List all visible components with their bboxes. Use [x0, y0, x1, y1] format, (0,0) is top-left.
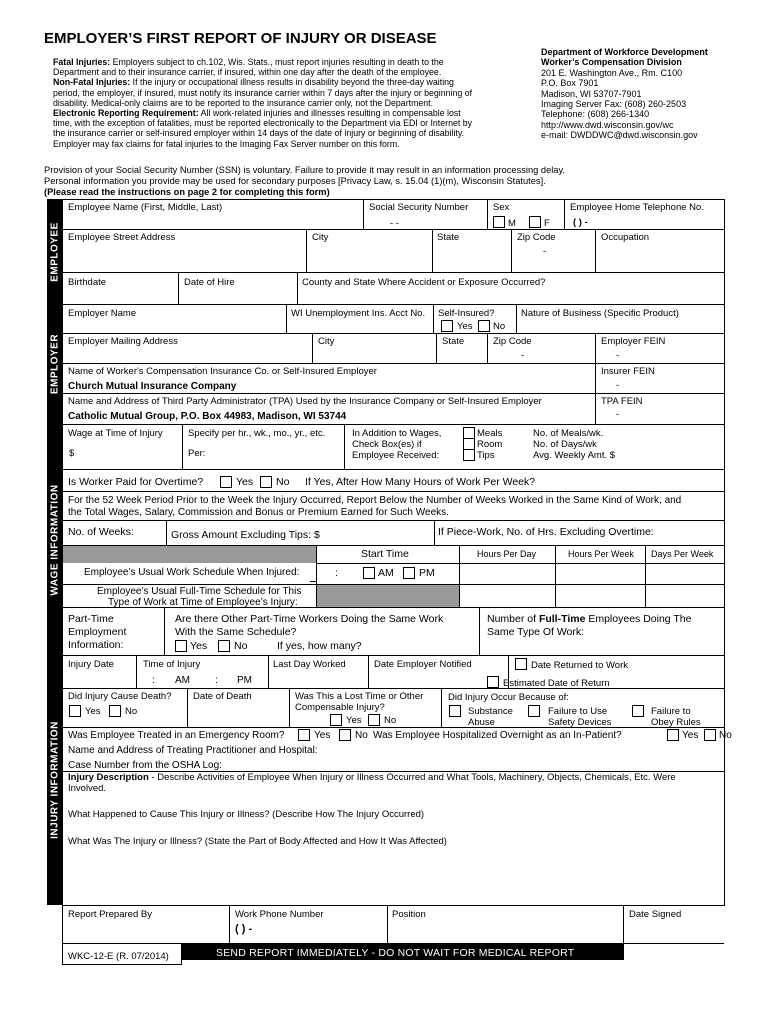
safety-checkbox[interactable] — [528, 705, 540, 717]
hosp-no-checkbox[interactable] — [704, 729, 716, 741]
self-insured-yes-label: Yes — [457, 321, 473, 332]
obey-label-1: Failure to — [651, 706, 691, 717]
obey-checkbox[interactable] — [632, 705, 644, 717]
overtime-no-checkbox[interactable] — [260, 476, 272, 488]
addition-label-2: Check Box(es) if — [352, 439, 422, 450]
city-label: City — [312, 232, 329, 243]
hosp-yes-checkbox[interactable] — [667, 729, 679, 741]
death-yes-checkbox[interactable] — [69, 705, 81, 717]
intro-line-text: period, the employer, if insured, must notify its insurance carrier within 7 days after the injury or beginning of — [53, 87, 473, 98]
days-week-header: Days Per Week — [651, 549, 714, 559]
intro-line-text: time, with the exception of fatalities, must be reported electronically to the Department via EDI or Internet by — [53, 118, 473, 129]
schedule-header-shade — [63, 546, 316, 563]
insurer-fein-label: Insurer FEIN — [601, 366, 655, 377]
wage-specify-label: Specify per hr., wk., mo., yr., etc. — [188, 428, 326, 439]
wage-per[interactable]: Per: — [188, 448, 206, 459]
intro-line-heading: Fatal Injuries: — [53, 57, 111, 67]
dept-city: Madison, WI 53707-7901 — [541, 88, 642, 99]
send-report-text: SEND REPORT IMMEDIATELY - DO NOT WAIT FOR MEDICAL REPORT — [216, 947, 575, 959]
intro-line — [53, 108, 472, 118]
overtime-question: Is Worker Paid for Overtime? — [68, 476, 204, 488]
fulltime-schedule-2: Type of Work at Time of Employee’s Injury: — [108, 597, 298, 608]
dept-website[interactable]: http://www.dwd.wisconsin.gov/wc — [541, 119, 674, 130]
ssn-field[interactable]: - - — [390, 218, 399, 229]
what-injury-label: What Was The Injury or Illness? (State the Part of Body Affected and How It Was Affected) — [68, 836, 447, 847]
hours-day-header: Hours Per Day — [477, 549, 537, 559]
injury-am-label[interactable]: AM — [175, 675, 190, 686]
section-employer: EMPLOYER — [47, 304, 62, 424]
overtime-yes-checkbox[interactable] — [220, 476, 232, 488]
intro-line — [53, 57, 472, 67]
employer-zip-label: Zip Code — [493, 336, 532, 347]
last-day-label: Last Day Worked — [273, 659, 346, 670]
usual-schedule-label: Employee’s Usual Work Schedule When Injured: — [84, 567, 300, 578]
occupation-label: Occupation — [601, 232, 650, 243]
tpa-fein-field[interactable]: - — [616, 409, 620, 420]
work-phone-label: Work Phone Number — [235, 909, 324, 920]
dept-street: 201 E. Washington Ave., Rm. C100 — [541, 67, 683, 78]
addition-label-3: Employee Received: — [352, 450, 440, 461]
start-time-header: Start Time — [361, 548, 409, 560]
what-injury-field[interactable] — [63, 848, 723, 904]
safety-label-2: Safety Devices — [548, 717, 612, 728]
hours-week-header: Hours Per Week — [568, 549, 634, 559]
how-many-label[interactable]: If yes, how many? — [277, 640, 362, 652]
injury-description-label-2: Involved. — [68, 783, 107, 794]
lost-yes-checkbox[interactable] — [330, 714, 342, 726]
period-text-2: the Total Wages, Salary, Commission and Bonus or Premium Earned for Such Weeks. — [68, 507, 449, 518]
dept-name: Department of Workforce Development — [541, 47, 708, 57]
avg-weekly-amount[interactable]: Avg. Weekly Amt. $ — [533, 450, 616, 461]
estimated-label: Estimated Date of Return — [503, 678, 610, 689]
substance-label-1: Substance — [468, 706, 513, 717]
schedule-pm-label: PM — [419, 567, 435, 579]
gross-label[interactable]: Gross Amount Excluding Tips: $ — [171, 529, 320, 541]
instructions-note: (Please read the instructions on page 2 for completing this form) — [44, 187, 330, 197]
carrier-name[interactable]: Church Mutual Insurance Company — [68, 381, 237, 392]
dept-fax: Imaging Server Fax: (608) 260-2503 — [541, 99, 687, 110]
intro-line — [53, 98, 472, 108]
schedule-am-label: AM — [378, 567, 394, 579]
sex-m-checkbox[interactable] — [493, 216, 505, 228]
privacy-line-2: Personal information you provide may be used for secondary purposes [Privacy Law, s. 15.04 (1)(m), Wisconsin Statutes]. — [44, 176, 546, 186]
phone-label: Employee Home Telephone No. — [570, 202, 704, 213]
dept-pobox: P.O. Box 7901 — [541, 78, 599, 89]
self-insured-yes-checkbox[interactable] — [441, 320, 453, 332]
intro-line-text: Employers subject to ch.102, Wis. Stats., must report injuries resulting in death to the — [110, 57, 444, 67]
lost-time-q1: Was This a Lost Time or Other — [295, 691, 424, 702]
safety-label-1: Failure to Use — [548, 706, 608, 717]
meals-label: Meals — [477, 428, 503, 439]
employee-name-label: Employee Name (First, Middle, Last) — [68, 202, 223, 213]
schedule-time-colon[interactable]: : — [335, 567, 338, 579]
what-happened-field[interactable] — [63, 821, 723, 833]
hire-label: Date of Hire — [184, 277, 235, 288]
insurer-fein-field[interactable]: - — [616, 380, 620, 391]
fulltime-schedule-1: Employee’s Usual Full-Time Schedule for This — [97, 586, 302, 597]
lost-no-checkbox[interactable] — [368, 714, 380, 726]
wage-label: Wage at Time of Injury — [68, 428, 163, 439]
carrier-label: Name of Worker's Compensation Insurance Co. or Self-Insured Employer — [68, 366, 377, 377]
osha-label[interactable]: Case Number from the OSHA Log: — [68, 760, 222, 771]
injury-time-colon[interactable]: : — [152, 674, 155, 686]
overtime-no-label: No — [276, 476, 290, 488]
part-time-label-3: Information: — [68, 639, 124, 651]
returned-label: Date Returned to Work — [531, 660, 628, 671]
tpa-fein-label: TPA FEIN — [601, 396, 643, 407]
injury-description-label: Injury Description - Describe Activities of Employee When Injury or Illness Occurred and What Tools, Machinery, Objects, Chemicals, Etc. Were — [68, 772, 676, 783]
piece-work-label[interactable]: If Piece-Work, No. of Hrs. Excluding Overtime: — [438, 526, 654, 538]
death-question: Did Injury Cause Death? — [68, 691, 172, 702]
intro-line — [53, 128, 472, 138]
intro-line-text: disability. Medical-only claims are to be reported to the insurance carrier only, not the Department. — [53, 97, 434, 108]
prepared-by-label: Report Prepared By — [68, 909, 152, 920]
substance-checkbox[interactable] — [449, 705, 461, 717]
phone-field[interactable]: ( ) - — [573, 217, 588, 228]
department-address — [541, 47, 708, 141]
employer-state-label: State — [442, 336, 465, 347]
notified-label: Date Employer Notified — [374, 659, 472, 670]
privacy-line-1: Provision of your Social Security Number (SSN) is voluntary. Failure to provide it may result in an information processing delay. — [44, 165, 566, 175]
obey-label-2: Obey Rules — [651, 717, 701, 728]
injury-pm-label[interactable]: PM — [237, 675, 252, 686]
ssn-label: Social Security Number — [369, 202, 469, 213]
er-no-label: No — [355, 730, 368, 741]
what-happened-label: What Happened to Cause This Injury or Illness? (Describe How The Injury Occurred) — [68, 809, 425, 820]
other-pt-yes-label: Yes — [190, 640, 208, 652]
death-no-checkbox[interactable] — [109, 705, 121, 717]
injury-colon-2[interactable]: : — [215, 674, 218, 686]
death-no-label: No — [125, 706, 138, 717]
other-pt-no-checkbox[interactable] — [218, 640, 230, 652]
overtime-hours-question[interactable]: If Yes, After How Many Hours of Work Per Week? — [305, 476, 536, 488]
estimated-checkbox[interactable] — [487, 676, 499, 688]
section-injury: INJURY INFORMATION — [47, 655, 62, 905]
nature-business-label: Nature of Business (Specific Product) — [521, 308, 679, 319]
intro-line — [53, 88, 472, 98]
injury-date-label: Injury Date — [68, 659, 114, 670]
weeks-label[interactable]: No. of Weeks: — [68, 526, 134, 538]
ui-acct-label: WI Unemployment Ins. Acct No. — [291, 308, 426, 319]
dept-email[interactable]: e-mail: DWDDWC@dwd.wisconsin.gov — [541, 130, 698, 141]
other-pt-yes-checkbox[interactable] — [175, 640, 187, 652]
er-question: Was Employee Treated in an Emergency Room? — [68, 730, 285, 741]
sex-m-label: M — [508, 218, 516, 229]
death-date-label: Date of Death — [193, 691, 252, 702]
mailing-label: Employer Mailing Address — [68, 336, 178, 347]
zip-label: Zip Code — [517, 232, 556, 243]
num-ft-label-1: Number of Full-Time Employees Doing The — [487, 613, 692, 625]
hospitalized-question: Was Employee Hospitalized Overnight as an In-Patient? — [373, 730, 622, 741]
part-time-label-2: Employment — [68, 626, 127, 638]
intro-line — [53, 118, 472, 128]
room-label: Room — [477, 439, 503, 450]
part-time-label-1: Part-Time — [68, 613, 114, 625]
er-yes-label: Yes — [314, 730, 331, 741]
sex-label: Sex — [493, 202, 510, 213]
sex-f-checkbox[interactable] — [529, 216, 541, 228]
practitioner-label[interactable]: Name and Address of Treating Practitioner and Hospital: — [68, 745, 318, 756]
other-pt-q2: With the Same Schedule? — [175, 626, 297, 638]
sex-f-label: F — [544, 218, 550, 229]
overtime-yes-label: Yes — [236, 476, 254, 488]
other-pt-q1: Are there Other Part-Time Workers Doing the Same Work — [175, 613, 444, 625]
self-insured-no-label: No — [493, 321, 506, 332]
hosp-yes-label: Yes — [682, 730, 699, 741]
tips-checkbox[interactable] — [463, 449, 475, 461]
addition-label-1: In Addition to Wages, — [352, 428, 442, 439]
injury-time-label: Time of Injury — [143, 659, 201, 670]
meals-per-week[interactable]: No. of Meals/wk. — [533, 428, 604, 439]
intro-line — [53, 77, 472, 87]
substance-label-2: Abuse — [468, 717, 495, 728]
death-yes-label: Yes — [85, 706, 101, 717]
schedule-pm-checkbox[interactable] — [403, 567, 415, 579]
lost-time-q2: Compensable Injury? — [295, 702, 385, 713]
birthdate-label: Birthdate — [68, 277, 107, 288]
schedule-am-checkbox[interactable] — [363, 567, 375, 579]
hosp-no-label: No — [719, 730, 732, 741]
returned-checkbox[interactable] — [515, 658, 527, 670]
days-per-week[interactable]: No. of Days/wk — [533, 439, 597, 450]
position-label: Position — [392, 909, 426, 920]
street-label: Employee Street Address — [68, 232, 176, 243]
work-phone-field[interactable]: ( ) - — [235, 923, 253, 935]
dept-phone: Telephone: (608) 266-1340 — [541, 109, 650, 120]
tpa-name[interactable]: Catholic Mutual Group, P.O. Box 44983, Madison, WI 53744 — [68, 411, 347, 422]
state-label: State — [437, 232, 460, 243]
employee-name-field[interactable] — [63, 214, 361, 229]
intro-line — [53, 139, 472, 149]
intro-line-text: Employer may fax claims for fatal injuries to the Imaging Fax Server number on this form. — [53, 138, 400, 149]
intro-line-text: the insurance carrier or self-insured employer within 14 days of the date of injury or beginning of disability. — [53, 128, 465, 139]
intro-text — [53, 57, 472, 149]
self-insured-no-checkbox[interactable] — [478, 320, 490, 332]
wage-dollar[interactable]: $ — [69, 448, 75, 459]
employer-fein-label: Employer FEIN — [601, 336, 666, 347]
section-wage: WAGE INFORMATION — [47, 424, 62, 655]
tpa-label: Name and Address of Third Party Administrator (TPA) Used by the Insurance Company or Self-Insured Employer — [68, 396, 542, 407]
employer-fein-field[interactable]: - — [616, 350, 620, 361]
intro-line-text: Department and to their insurance carrier, if insured, within one day after the death of the employee. — [53, 67, 442, 78]
tips-label: Tips — [477, 450, 495, 461]
because-label: Did Injury Occur Because of: — [448, 692, 569, 703]
er-no-checkbox[interactable] — [339, 729, 351, 741]
other-pt-no-label: No — [234, 640, 248, 652]
lost-no-label: No — [384, 715, 397, 726]
intro-line-heading: Non-Fatal Injuries: — [53, 77, 131, 88]
num-ft-label-2: Same Type Of Work: — [487, 626, 585, 638]
date-signed-label: Date Signed — [629, 909, 682, 920]
injury-description-field[interactable] — [63, 795, 723, 807]
employer-name-label: Employer Name — [68, 308, 137, 319]
intro-line-text: If the injury or occupational illness results in disability beyond the three-day waiting — [130, 77, 454, 88]
er-yes-checkbox[interactable] — [298, 729, 310, 741]
form-title: EMPLOYER’S FIRST REPORT OF INJURY OR DISEASE — [44, 30, 437, 47]
employer-zip-field[interactable]: - — [521, 350, 525, 361]
county-label: County and State Where Accident or Exposure Occurred? — [302, 277, 546, 288]
intro-line — [53, 67, 472, 77]
fulltime-start-shade — [317, 585, 459, 607]
self-insured-label: Self-Insured? — [438, 308, 495, 319]
lost-yes-label: Yes — [346, 715, 362, 726]
form-id: WKC-12-E (R. 07/2014) — [68, 951, 169, 962]
intro-line-heading: Electronic Reporting Requirement: — [53, 108, 199, 119]
intro-line-text: All work-related injuries and illnesses resulting in compensable lost — [198, 108, 461, 119]
division-name: Worker’s Compensation Division — [541, 57, 682, 68]
zip-field[interactable]: - — [543, 246, 547, 257]
period-text-1: For the 52 Week Period Prior to the Week the Injury Occurred, Report Below the Number of Weeks Worked in the Same Kind of Work, and — [68, 495, 682, 506]
employer-city-label: City — [318, 336, 335, 347]
section-employee: EMPLOYEE — [47, 199, 62, 304]
